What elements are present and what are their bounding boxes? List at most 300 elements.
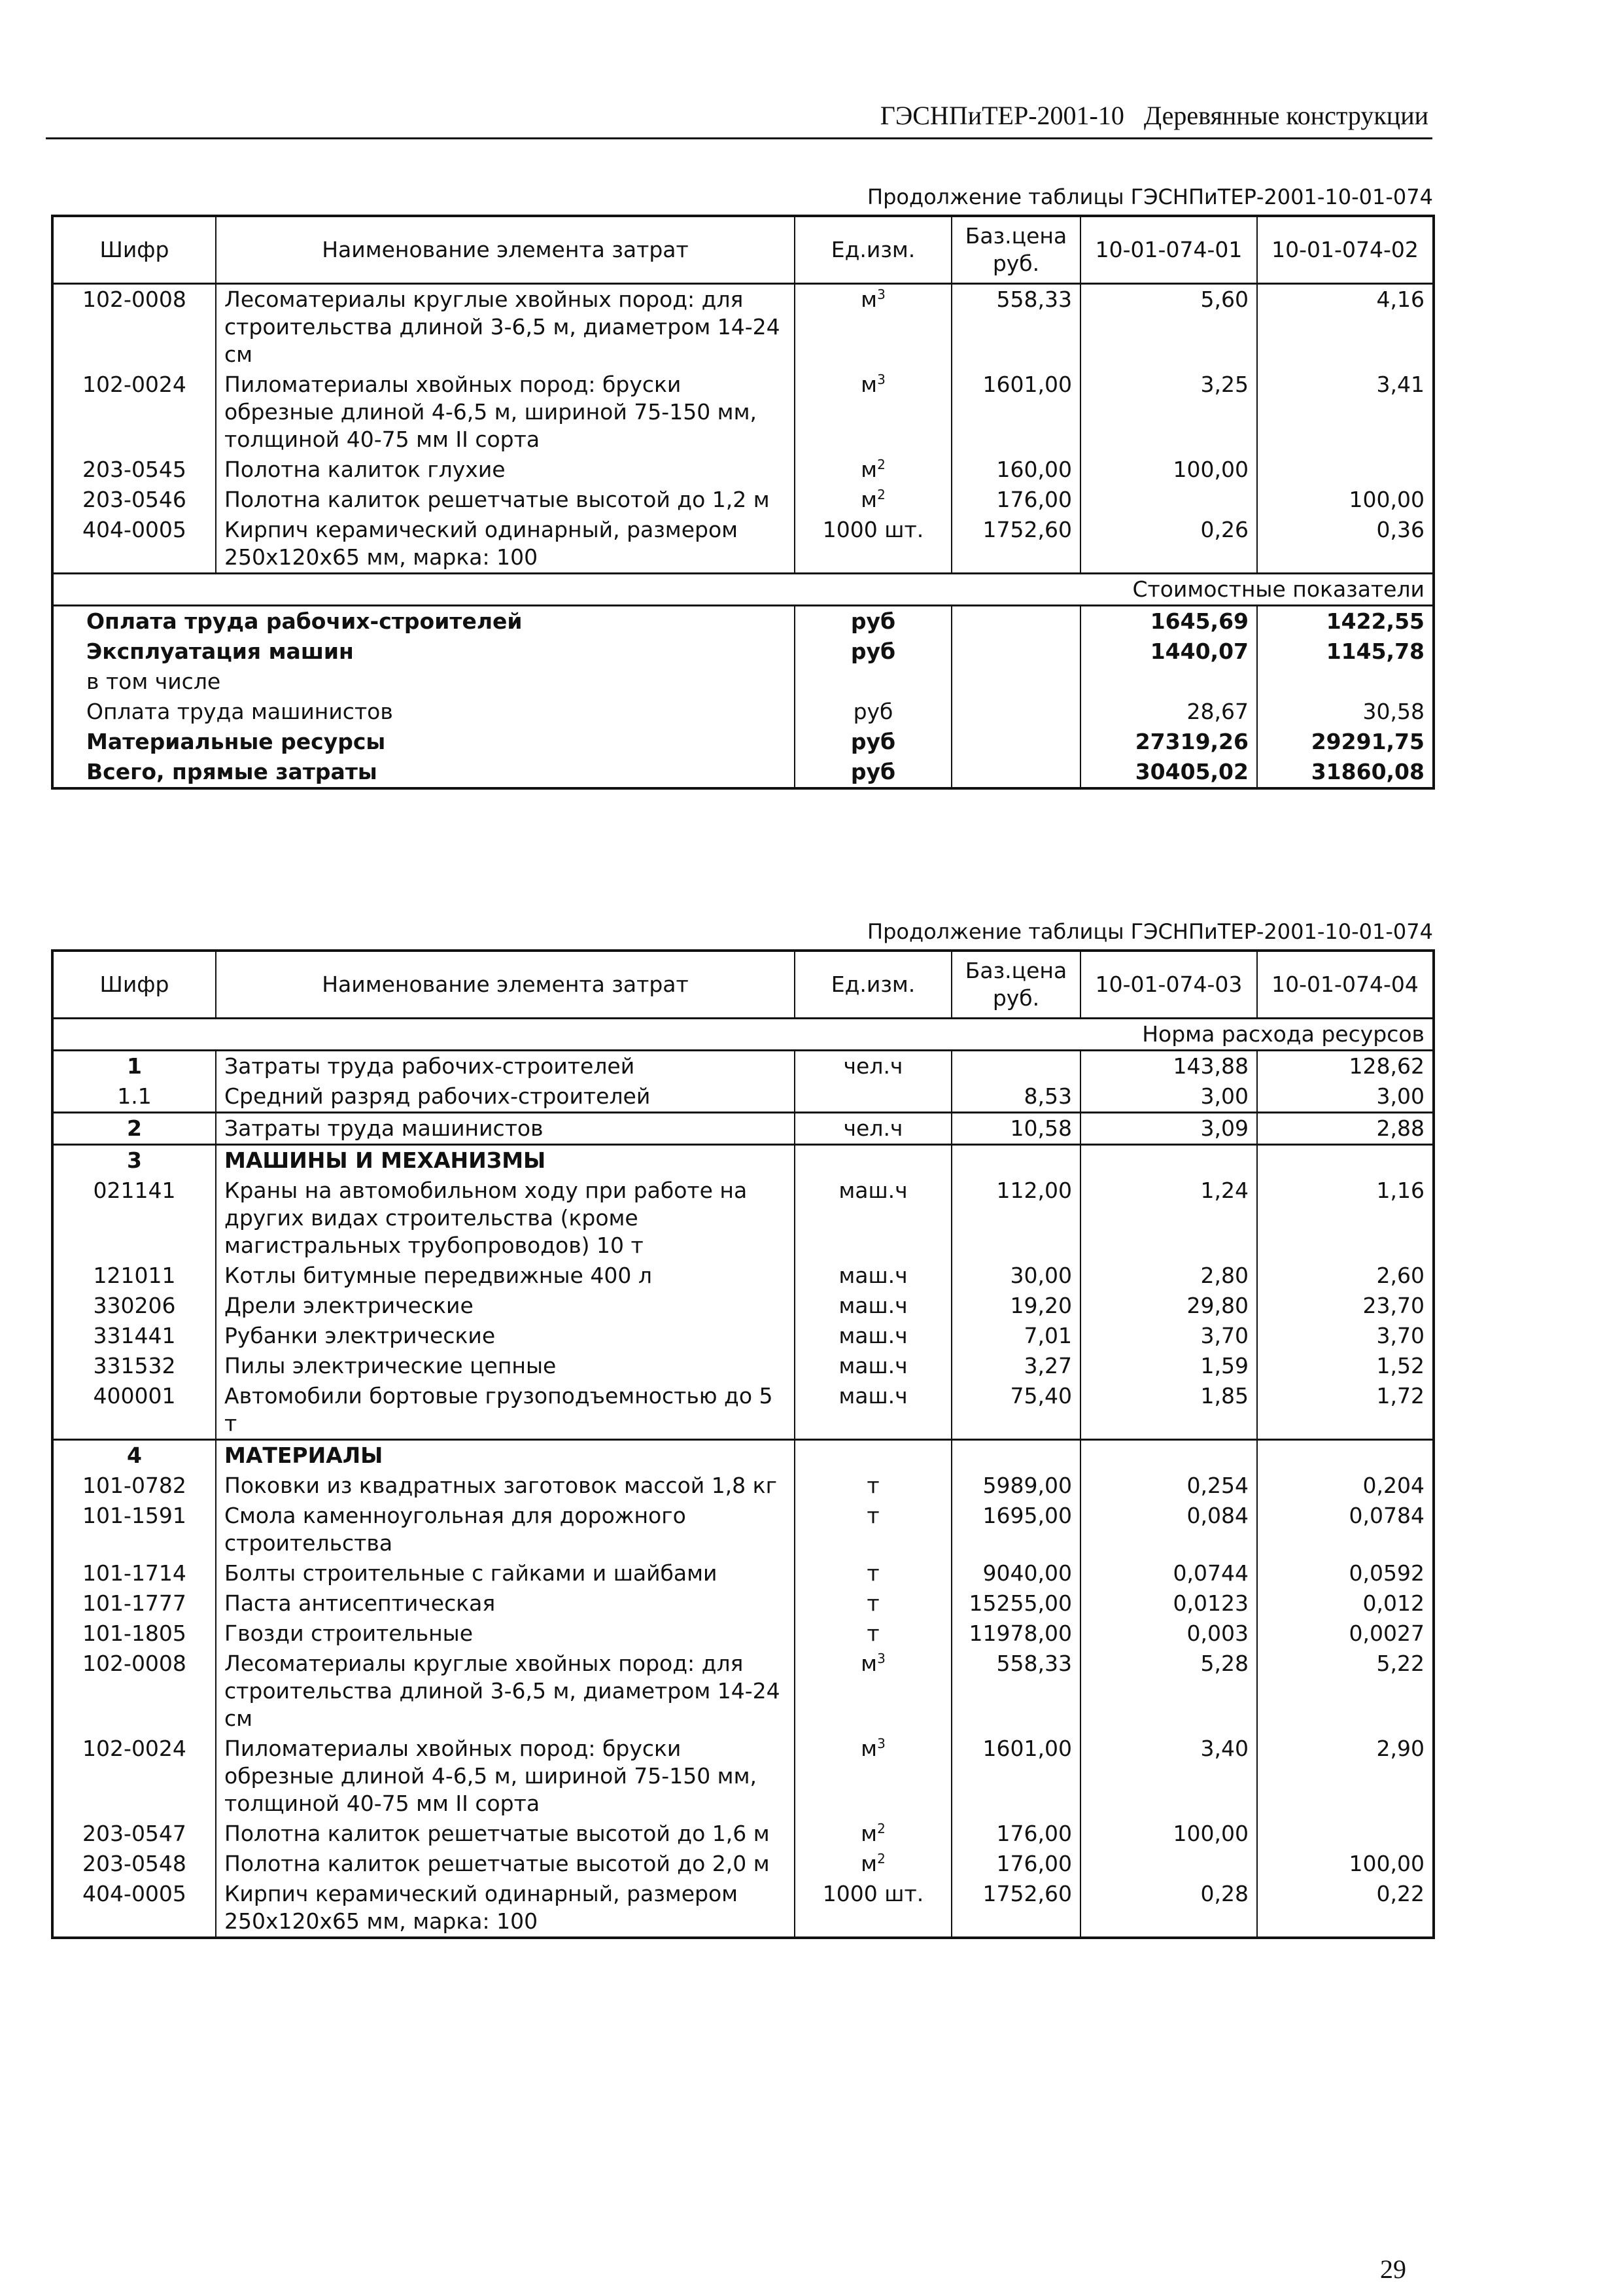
row-value-a [1080, 1501, 1257, 1558]
row-value-a-text: 100,00 [1173, 1821, 1249, 1846]
row-name-text: Полотна калиток решетчатые высотой до 1,6 м [224, 1821, 770, 1846]
row-price-text: 558,33 [996, 287, 1072, 312]
row-value-a [1080, 1381, 1257, 1440]
row-name-text: Затраты труда рабочих-строителей [224, 1053, 635, 1079]
row-unit-text: т [867, 1621, 880, 1646]
row-unit-exponent: 2 [877, 1821, 886, 1836]
cost-label-text: Эксплуатация машин [86, 639, 354, 664]
cost-value-b [1257, 667, 1434, 697]
row-code [52, 455, 216, 485]
row-unit [795, 1176, 952, 1261]
row-unit [795, 1471, 952, 1501]
row-name [216, 1471, 795, 1501]
row-unit-exponent: 2 [877, 487, 886, 502]
row-code [52, 370, 216, 455]
cost-value-b [1257, 637, 1434, 667]
row-code-text: 331441 [93, 1323, 176, 1348]
row-value-a-text: 29,80 [1186, 1293, 1249, 1318]
cost-value-b [1257, 727, 1434, 757]
cost-label-text: в том числе [86, 669, 221, 694]
row-value-b-text: 1,72 [1376, 1383, 1425, 1409]
row-unit-text: маш.ч [838, 1323, 908, 1348]
row-unit [795, 1619, 952, 1649]
row-unit-exponent: 3 [877, 1736, 886, 1751]
cost-value-a [1080, 727, 1257, 757]
cost-unit [795, 727, 952, 757]
row-unit [795, 1291, 952, 1321]
row-price [952, 1113, 1080, 1145]
col-header-price: Баз.цена руб. [952, 216, 1080, 284]
row-name-text: Котлы битумные передвижные 400 л [224, 1263, 652, 1288]
row-price [952, 1879, 1080, 1938]
row-value-a [1080, 1321, 1257, 1351]
row-name [216, 1558, 795, 1588]
table-row [52, 1145, 1434, 1176]
row-code [52, 485, 216, 515]
row-name-text: Кирпич керамический одинарный, размером 250х120х65 мм, марка: 100 [224, 1881, 738, 1934]
row-code-text: 102-0024 [82, 1736, 186, 1761]
row-value-b [1257, 1588, 1434, 1619]
row-price-text: 160,00 [996, 457, 1072, 482]
col-header-b: 10-01-074-04 [1257, 951, 1434, 1019]
row-code [52, 1558, 216, 1588]
row-value-b-text: 23,70 [1362, 1293, 1425, 1318]
row-price-text: 3,27 [1024, 1353, 1072, 1378]
row-value-a-text: 0,0744 [1173, 1560, 1249, 1586]
cost-row [52, 606, 1434, 637]
row-code-text: 021141 [93, 1178, 176, 1203]
cost-unit-text: руб [853, 699, 893, 724]
cost-row [52, 757, 1434, 788]
row-name-text: Полотна калиток решетчатые высотой до 2,0 м [224, 1851, 770, 1876]
cost-label [52, 606, 795, 637]
row-value-b [1257, 1381, 1434, 1440]
row-code-text: 102-0008 [82, 1651, 186, 1676]
table-row [52, 1734, 1434, 1819]
row-name-text: Лесоматериалы круглые хвойных пород: для строительства длиной 3-6,5 м, диаметром 14-24 см [224, 1651, 780, 1731]
row-name [216, 1849, 795, 1879]
row-value-a [1080, 1351, 1257, 1381]
table1-caption: Продолжение таблицы ГЭСНПиТЕР-2001-10-01-074 [867, 184, 1433, 209]
cost-row [52, 697, 1434, 727]
row-name [216, 515, 795, 574]
row-name [216, 1381, 795, 1440]
row-value-a [1080, 1819, 1257, 1849]
row-value-a [1080, 1176, 1257, 1261]
row-name-text: Лесоматериалы круглые хвойных пород: для строительства длиной 3-6,5 м, диаметром 14-24 см [224, 287, 780, 367]
row-value-a-text: 0,084 [1186, 1503, 1249, 1528]
row-value-b [1257, 455, 1434, 485]
table-row [52, 1081, 1434, 1113]
cost-row [52, 727, 1434, 757]
row-name-text: Паста антисептическая [224, 1590, 496, 1616]
row-name-text: Кирпич керамический одинарный, размером 250х120х65 мм, марка: 100 [224, 517, 738, 570]
row-value-a-text: 3,09 [1200, 1115, 1249, 1141]
row-unit [795, 1081, 952, 1113]
row-price-text: 9040,00 [982, 1560, 1072, 1586]
cost-value-b-text: 30,58 [1362, 699, 1425, 724]
cost-price-empty [952, 757, 1080, 788]
row-value-a-text: 0,254 [1186, 1473, 1249, 1498]
row-unit-text: т [867, 1503, 880, 1528]
table-row [52, 370, 1434, 455]
header-title: ГЭСНПиТЕР-2001-10 Деревянные конструкции [880, 101, 1428, 130]
cost-label-text: Материальные ресурсы [86, 729, 386, 754]
cost-unit-text: руб [850, 608, 896, 634]
row-code [52, 1501, 216, 1558]
col-header-code: Шифр [52, 216, 216, 284]
row-value-b [1257, 1471, 1434, 1501]
row-price-text: 19,20 [1010, 1293, 1072, 1318]
row-code-text: 404-0005 [82, 1881, 186, 1906]
row-code [52, 1819, 216, 1849]
row-value-a-text: 2,80 [1200, 1263, 1249, 1288]
row-value-b [1257, 1558, 1434, 1588]
row-unit-exponent: 2 [877, 1851, 886, 1866]
row-unit [795, 1440, 952, 1471]
table-row [52, 1176, 1434, 1261]
row-price [952, 1649, 1080, 1734]
row-unit-text: м [861, 1736, 878, 1761]
row-name [216, 1619, 795, 1649]
row-unit-text: м [861, 287, 878, 312]
table-row [52, 1588, 1434, 1619]
row-code-text: 101-0782 [82, 1473, 186, 1498]
row-name-text: Пилы электрические цепные [224, 1353, 557, 1378]
row-value-b-text: 2,88 [1376, 1115, 1425, 1141]
cost-label [52, 757, 795, 788]
row-value-a [1080, 1649, 1257, 1734]
row-value-a-text: 143,88 [1173, 1053, 1249, 1079]
row-unit-text: м [861, 1651, 878, 1676]
row-value-b-text: 0,012 [1362, 1590, 1425, 1616]
row-unit [795, 1261, 952, 1291]
row-unit-text: т [867, 1560, 880, 1586]
cost-value-a [1080, 697, 1257, 727]
row-name [216, 1176, 795, 1261]
row-price [952, 1381, 1080, 1440]
norm-section-row-label: Норма расхода ресурсов [52, 1019, 1434, 1051]
row-value-a [1080, 1113, 1257, 1145]
row-name [216, 1879, 795, 1938]
row-unit [795, 1558, 952, 1588]
row-name-text: Смола каменноугольная для дорожного строительства [224, 1503, 686, 1556]
row-value-b-text: 2,90 [1376, 1736, 1425, 1761]
cost-price-empty [952, 697, 1080, 727]
cost-value-b [1257, 697, 1434, 727]
row-unit [795, 1051, 952, 1082]
row-code [52, 1440, 216, 1471]
row-name-text: МАТЕРИАЛЫ [224, 1443, 383, 1468]
row-value-b [1257, 1321, 1434, 1351]
row-value-b-text: 0,22 [1376, 1881, 1425, 1906]
row-price-text: 1601,00 [982, 1736, 1072, 1761]
row-unit [795, 485, 952, 515]
row-value-b [1257, 1849, 1434, 1879]
row-name-text: МАШИНЫ И МЕХАНИЗМЫ [224, 1148, 546, 1173]
row-code [52, 1649, 216, 1734]
row-price-text: 1695,00 [982, 1503, 1072, 1528]
table-row [52, 284, 1434, 370]
table-row [52, 485, 1434, 515]
row-value-b [1257, 1501, 1434, 1558]
row-value-b-text: 0,0027 [1349, 1621, 1425, 1646]
row-name [216, 370, 795, 455]
row-name [216, 1145, 795, 1176]
row-code-text: 101-1714 [82, 1560, 186, 1586]
row-code-text: 121011 [93, 1263, 176, 1288]
table-row [52, 1351, 1434, 1381]
row-unit [795, 1145, 952, 1176]
row-name [216, 1051, 795, 1082]
row-value-a-text: 0,26 [1200, 517, 1249, 542]
row-code [52, 1619, 216, 1649]
row-price-text: 176,00 [996, 487, 1072, 512]
row-price [952, 370, 1080, 455]
row-value-a [1080, 370, 1257, 455]
row-unit-text: м [861, 457, 878, 482]
col-header-name: Наименование элемента затрат [216, 951, 795, 1019]
cost-value-b [1257, 606, 1434, 637]
row-name [216, 455, 795, 485]
row-value-b-text: 100,00 [1349, 487, 1425, 512]
row-value-b-text: 5,22 [1376, 1651, 1425, 1676]
cost-price-empty [952, 727, 1080, 757]
cost-label-text: Оплата труда машинистов [86, 699, 393, 724]
cost-value-b-text: 1145,78 [1326, 639, 1425, 664]
table-row [52, 1440, 1434, 1471]
table-row [52, 1819, 1434, 1849]
cost-value-b-text: 29291,75 [1311, 729, 1425, 754]
row-price [952, 1619, 1080, 1649]
row-code-text: 1.1 [117, 1083, 152, 1109]
row-value-a-text: 1,59 [1200, 1353, 1249, 1378]
row-unit-text: м [861, 372, 878, 397]
row-value-b-text: 128,62 [1349, 1053, 1425, 1079]
cost-value-a-text: 27319,26 [1135, 729, 1249, 754]
row-price [952, 1321, 1080, 1351]
cost-value-a-text: 30405,02 [1135, 759, 1249, 784]
row-value-a [1080, 1051, 1257, 1082]
table1-header-row [52, 216, 1434, 284]
row-code-text: 102-0008 [82, 287, 186, 312]
row-name-text: Пиломатериалы хвойных пород: бруски обрезные длиной 4-6,5 м, шириной 75-150 мм, толщиной 40-75 мм II сорта [224, 372, 757, 452]
row-value-a [1080, 1558, 1257, 1588]
cost-label-text: Оплата труда рабочих-строителей [86, 608, 523, 634]
cost-section-row-label: Стоимостные показатели [52, 574, 1434, 606]
row-value-a [1080, 1471, 1257, 1501]
row-name-text: Пиломатериалы хвойных пород: бруски обрезные длиной 4-6,5 м, шириной 75-150 мм, толщиной 40-75 мм II сорта [224, 1736, 757, 1816]
row-value-a [1080, 515, 1257, 574]
row-price [952, 485, 1080, 515]
row-unit [795, 370, 952, 455]
table-row [52, 1321, 1434, 1351]
row-price-text: 7,01 [1024, 1323, 1072, 1348]
row-value-b-text: 4,16 [1376, 287, 1425, 312]
cost-value-a [1080, 667, 1257, 697]
row-name-text: Болты строительные с гайками и шайбами [224, 1560, 717, 1586]
row-value-a-text: 3,70 [1200, 1323, 1249, 1348]
row-value-b [1257, 1649, 1434, 1734]
row-unit-text: чел.ч [843, 1115, 903, 1141]
row-name [216, 1649, 795, 1734]
row-code-text: 102-0024 [82, 372, 186, 397]
row-price-text: 10,58 [1010, 1115, 1072, 1141]
row-value-a-text: 5,28 [1200, 1651, 1249, 1676]
row-code-text: 203-0546 [82, 487, 186, 512]
row-price [952, 284, 1080, 370]
row-code [52, 1321, 216, 1351]
cost-unit [795, 697, 952, 727]
row-price [952, 1051, 1080, 1082]
row-name [216, 1351, 795, 1381]
row-price-text: 1752,60 [982, 1881, 1072, 1906]
page-number: 29 [1380, 2254, 1406, 2284]
col-header-a: 10-01-074-03 [1080, 951, 1257, 1019]
row-value-b [1257, 1145, 1434, 1176]
row-unit-text: 1000 шт. [822, 1881, 924, 1906]
row-name [216, 1734, 795, 1819]
cost-value-b-text: 1422,55 [1326, 608, 1425, 634]
row-unit-text: маш.ч [838, 1293, 908, 1318]
row-value-a [1080, 1619, 1257, 1649]
row-code [52, 1176, 216, 1261]
row-code [52, 1145, 216, 1176]
row-unit-text: маш.ч [838, 1263, 908, 1288]
row-value-b-text: 3,70 [1376, 1323, 1425, 1348]
row-value-a [1080, 1440, 1257, 1471]
row-code-text: 203-0547 [82, 1821, 186, 1846]
row-value-b [1257, 1176, 1434, 1261]
row-price [952, 1849, 1080, 1879]
row-code-text: 330206 [93, 1293, 176, 1318]
row-value-b-text: 0,0784 [1349, 1503, 1425, 1528]
row-unit-text: маш.ч [838, 1178, 908, 1203]
row-value-b [1257, 1734, 1434, 1819]
row-price [952, 515, 1080, 574]
cost-value-b [1257, 757, 1434, 788]
table-row [52, 455, 1434, 485]
row-value-b [1257, 1051, 1434, 1082]
row-name-text: Поковки из квадратных заготовок массой 1,8 кг [224, 1473, 777, 1498]
cost-unit-text: руб [850, 759, 896, 784]
row-value-b [1257, 1440, 1434, 1471]
row-value-a [1080, 1879, 1257, 1938]
row-value-b [1257, 515, 1434, 574]
row-price [952, 1734, 1080, 1819]
row-code [52, 1879, 216, 1938]
col-header-b: 10-01-074-02 [1257, 216, 1434, 284]
row-price-text: 112,00 [996, 1178, 1072, 1203]
row-price-text: 30,00 [1010, 1263, 1072, 1288]
row-unit [795, 1734, 952, 1819]
row-name-text: Полотна калиток глухие [224, 457, 506, 482]
row-code [52, 1081, 216, 1113]
cost-table-1 [51, 215, 1435, 790]
row-name-text: Дрели электрические [224, 1293, 474, 1318]
row-price [952, 1440, 1080, 1471]
row-value-a [1080, 1588, 1257, 1619]
table2-caption: Продолжение таблицы ГЭСНПиТЕР-2001-10-01-074 [867, 919, 1433, 944]
row-code-text: 4 [127, 1443, 142, 1468]
cost-value-a-text: 28,67 [1186, 699, 1249, 724]
row-code [52, 1471, 216, 1501]
row-value-a-text: 3,40 [1200, 1736, 1249, 1761]
row-value-b-text: 1,52 [1376, 1353, 1425, 1378]
row-unit-text: т [867, 1473, 880, 1498]
row-price [952, 1291, 1080, 1321]
table-row [52, 1471, 1434, 1501]
row-unit-text: м [861, 1821, 878, 1846]
row-unit-text: маш.ч [838, 1353, 908, 1378]
row-value-b-text: 100,00 [1349, 1851, 1425, 1876]
row-name-text: Рубанки электрические [224, 1323, 496, 1348]
row-value-b-text: 2,60 [1376, 1263, 1425, 1288]
col-header-name: Наименование элемента затрат [216, 216, 795, 284]
cost-unit [795, 637, 952, 667]
cost-value-a [1080, 606, 1257, 637]
row-unit [795, 455, 952, 485]
table-row [52, 1051, 1434, 1082]
row-code-text: 101-1805 [82, 1621, 186, 1646]
row-value-b [1257, 485, 1434, 515]
row-value-a-text: 1,85 [1200, 1383, 1249, 1409]
row-unit-text: 1000 шт. [822, 517, 924, 542]
table-row [52, 1501, 1434, 1558]
cost-value-a [1080, 757, 1257, 788]
cost-value-a-text: 1645,69 [1150, 608, 1249, 634]
row-code-text: 203-0548 [82, 1851, 186, 1876]
row-price-text: 8,53 [1024, 1083, 1072, 1109]
row-name [216, 1819, 795, 1849]
row-value-b [1257, 1351, 1434, 1381]
row-code [52, 1588, 216, 1619]
row-value-b [1257, 1081, 1434, 1113]
row-value-b [1257, 1291, 1434, 1321]
row-value-a-text: 0,003 [1186, 1621, 1249, 1646]
row-value-b-text: 3,00 [1376, 1083, 1425, 1109]
row-price [952, 1558, 1080, 1588]
row-unit [795, 1819, 952, 1849]
table-row [52, 1619, 1434, 1649]
row-price-text: 11978,00 [969, 1621, 1072, 1646]
row-price-text: 176,00 [996, 1851, 1072, 1876]
row-price [952, 1501, 1080, 1558]
table-row [52, 1291, 1434, 1321]
row-unit [795, 1588, 952, 1619]
row-code [52, 1849, 216, 1879]
row-value-a-text: 0,0123 [1173, 1590, 1249, 1616]
row-unit-exponent: 3 [877, 287, 886, 302]
row-unit [795, 1879, 952, 1938]
row-code-text: 2 [127, 1115, 142, 1141]
row-code-text: 1 [127, 1053, 142, 1079]
row-price-text: 75,40 [1010, 1383, 1072, 1409]
row-price [952, 1145, 1080, 1176]
row-unit-exponent: 3 [877, 1651, 886, 1666]
row-name [216, 1501, 795, 1558]
norm-section-row [52, 1019, 1434, 1051]
row-value-b-text: 3,41 [1376, 372, 1425, 397]
row-value-a-text: 3,25 [1200, 372, 1249, 397]
row-value-b-text: 0,36 [1376, 517, 1425, 542]
row-value-a [1080, 455, 1257, 485]
row-value-a-text: 5,60 [1200, 287, 1249, 312]
row-unit-text: м [861, 1851, 878, 1876]
row-code [52, 1051, 216, 1082]
row-value-b-text: 0,204 [1362, 1473, 1425, 1498]
row-code-text: 404-0005 [82, 517, 186, 542]
